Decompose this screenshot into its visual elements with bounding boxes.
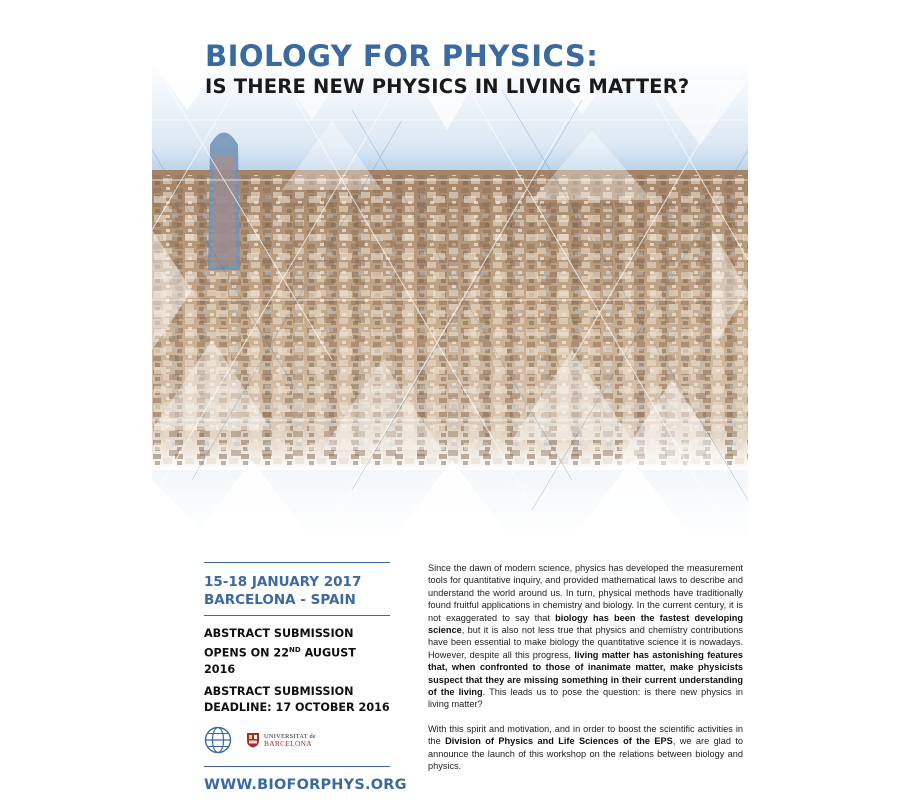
divider <box>204 766 390 767</box>
description <box>428 562 743 785</box>
description-paragraph-1: Since the dawn of modern science, physics has developed the measurement tools for quantitative inquiry, and provided mathematical laws to describe and understand the world around us. In turn, physical methods have traditionally found fruitful applications in chemistry and biology. In the current century, it is not exaggerated to say that biology has been the fastest developing science, but it is also not less true that physics and chemistry contributions have been essential to make biology the quantitative science it is nowadays. However, despite all this progress, living matter has astonishing features that, when confronted to those of inanimate matter, make physicists suspect that they are missing something in their current understanding of the living. This leads us to pose the question: is there new physics in living matter? <box>428 563 743 710</box>
divider <box>204 562 390 563</box>
abstract-opens-date: OPENS ON 22ND AUGUST 2016 <box>204 646 356 676</box>
university-of-barcelona-logo <box>246 732 316 748</box>
city-collage-image <box>152 60 748 540</box>
event-location: BARCELONA - SPAIN <box>204 592 356 608</box>
abstract-deadline-date: DEADLINE: 17 OCTOBER 2016 <box>204 700 390 714</box>
abstract-opens-label: ABSTRACT SUBMISSION <box>204 627 354 640</box>
ub-line2: BARCELONA <box>264 738 312 748</box>
abstract-deadline-label: ABSTRACT SUBMISSION <box>204 684 354 698</box>
logos <box>204 726 390 754</box>
globe-icon <box>204 726 232 754</box>
event-dates: 15-18 JANUARY 2017 <box>204 574 362 590</box>
abstract-opens <box>204 626 390 678</box>
website-link[interactable]: WWW.BIOFORPHYS.ORG <box>204 776 407 793</box>
description-paragraph-2: With this spirit and motivation, and in order to boost the scientific activities in the Division of Physics and Life Sciences of the EPS, we are glad to announce the launch of this workshop on the relations between biology and physics. <box>428 723 743 772</box>
ub-line1: UNIVERSITAT de <box>264 732 317 740</box>
crest-icon <box>246 732 260 748</box>
event-info <box>204 562 407 793</box>
poster-title <box>205 40 745 100</box>
event-dates-block <box>204 573 390 609</box>
title-line1: BIOLOGY FOR PHYSICS: <box>205 39 599 73</box>
title-line2: IS THERE NEW PHYSICS IN LIVING MATTER? <box>205 75 690 98</box>
divider <box>204 615 390 616</box>
abstract-deadline <box>204 684 390 716</box>
